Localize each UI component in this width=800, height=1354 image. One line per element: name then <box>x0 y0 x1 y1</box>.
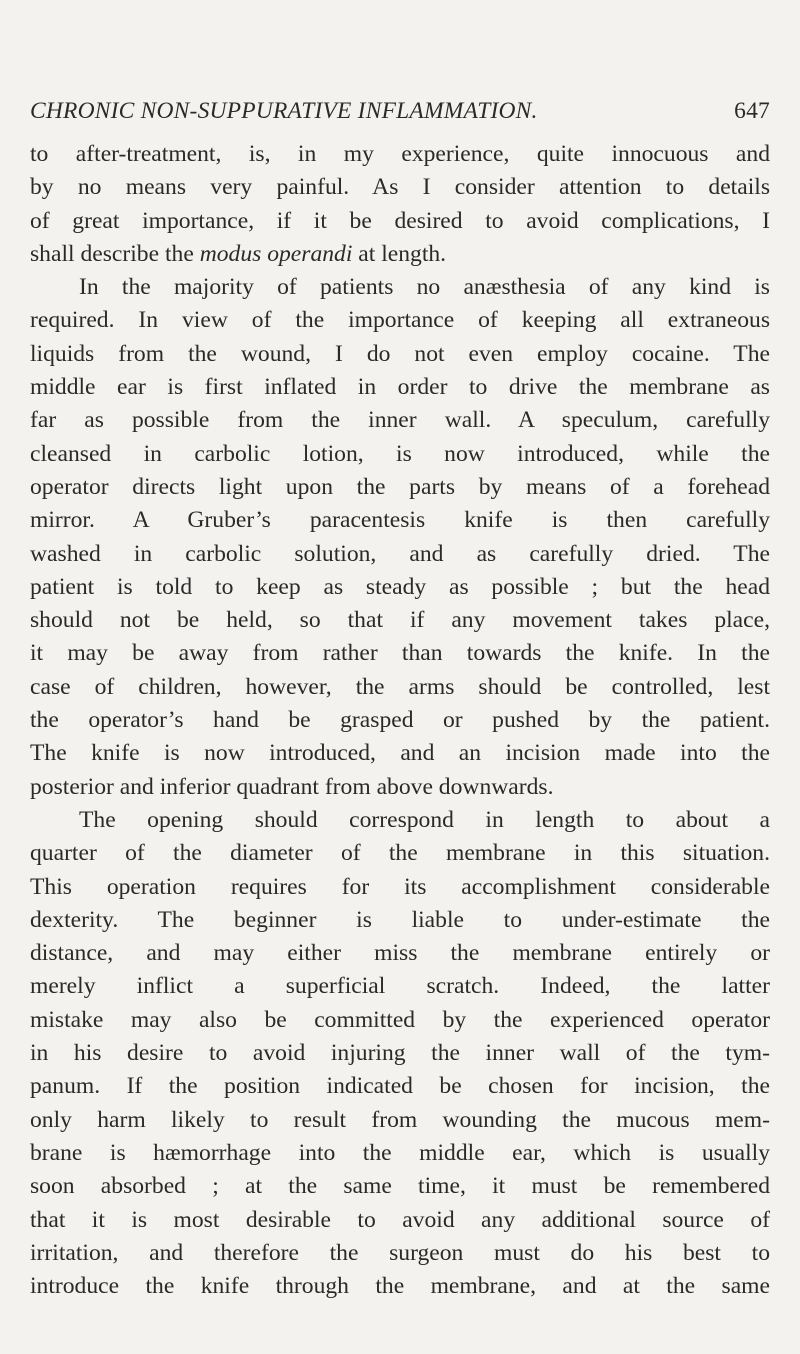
text-run: at length. <box>352 240 447 267</box>
italic-phrase: modus operandi <box>199 240 353 267</box>
text-line: required. In view of the importance of keeping all extraneous <box>30 307 770 334</box>
text-line: This operation requires for its accomplishment considerable <box>30 873 770 900</box>
text-line <box>30 238 770 271</box>
text-line: middle ear is first inflated in order to drive the membrane as <box>30 374 770 401</box>
text-line: liquids from the wound, I do not even employ cocaine. The <box>30 340 770 367</box>
body-text <box>30 138 770 1303</box>
text-line: distance, and may either miss the membrane entirely or <box>30 940 770 967</box>
text-line: patient is told to keep as steady as possible ; but the head <box>30 573 770 600</box>
running-head <box>30 98 770 124</box>
text-line: far as possible from the inner wall. A speculum, carefully <box>30 407 770 434</box>
text-line: brane is hæmorrhage into the middle ear, which is usually <box>30 1139 770 1166</box>
text-line: of great importance, if it be desired to avoid complications, I <box>30 207 770 234</box>
text-line: introduce the knife through the membrane, and at the same <box>30 1273 770 1300</box>
text-line: case of children, however, the arms should be controlled, lest <box>30 673 770 700</box>
text-line: that it is most desirable to avoid any additional source of <box>30 1206 770 1233</box>
text-line: in his desire to avoid injuring the inner wall of the tym- <box>30 1040 770 1067</box>
text-line: should not be held, so that if any movement takes place, <box>30 607 770 634</box>
text-line: quarter of the diameter of the membrane in this situation. <box>30 840 770 867</box>
text-line: by no means very painful. As I consider attention to details <box>30 174 770 201</box>
paragraph <box>30 804 770 1303</box>
paragraph <box>30 138 770 271</box>
paragraph <box>30 271 770 804</box>
page-number: 647 <box>734 98 770 124</box>
text-line: mistake may also be committed by the experienced operator <box>30 1006 770 1033</box>
text-line: it may be away from rather than towards the knife. In the <box>30 640 770 667</box>
text-line: dexterity. The beginner is liable to under-estimate the <box>30 906 770 933</box>
text-line: The opening should correspond in length to about a <box>79 806 770 833</box>
text-line: washed in carbolic solution, and as carefully dried. The <box>30 540 770 567</box>
text-line: soon absorbed ; at the same time, it must be remembered <box>30 1173 770 1200</box>
text-line: operator directs light upon the parts by means of a forehead <box>30 473 770 500</box>
text-line: panum. If the position indicated be chosen for incision, the <box>30 1073 770 1100</box>
text-line: posterior and inferior quadrant from above downwards. <box>30 773 554 800</box>
text-line: mirror. A Gruber’s paracentesis knife is then carefully <box>30 507 770 534</box>
text-line: cleansed in carbolic lotion, is now introduced, while the <box>30 440 770 467</box>
text-line: merely inflict a superficial scratch. Indeed, the latter <box>30 973 770 1000</box>
text-line: to after-treatment, is, in my experience, quite innocuous and <box>30 141 770 167</box>
text-run: shall describe the <box>30 240 200 267</box>
text-line: the operator’s hand be grasped or pushed by the patient. <box>30 707 770 734</box>
text-line: In the majority of patients no anæsthesia of any kind is <box>79 274 770 301</box>
text-line: only harm likely to result from wounding the mucous mem- <box>30 1106 770 1133</box>
text-line: irritation, and therefore the surgeon must do his best to <box>30 1239 770 1266</box>
text-line: The knife is now introduced, and an incision made into the <box>30 740 770 767</box>
running-head-title: CHRONIC NON-SUPPURATIVE INFLAMMATION. <box>30 98 538 124</box>
